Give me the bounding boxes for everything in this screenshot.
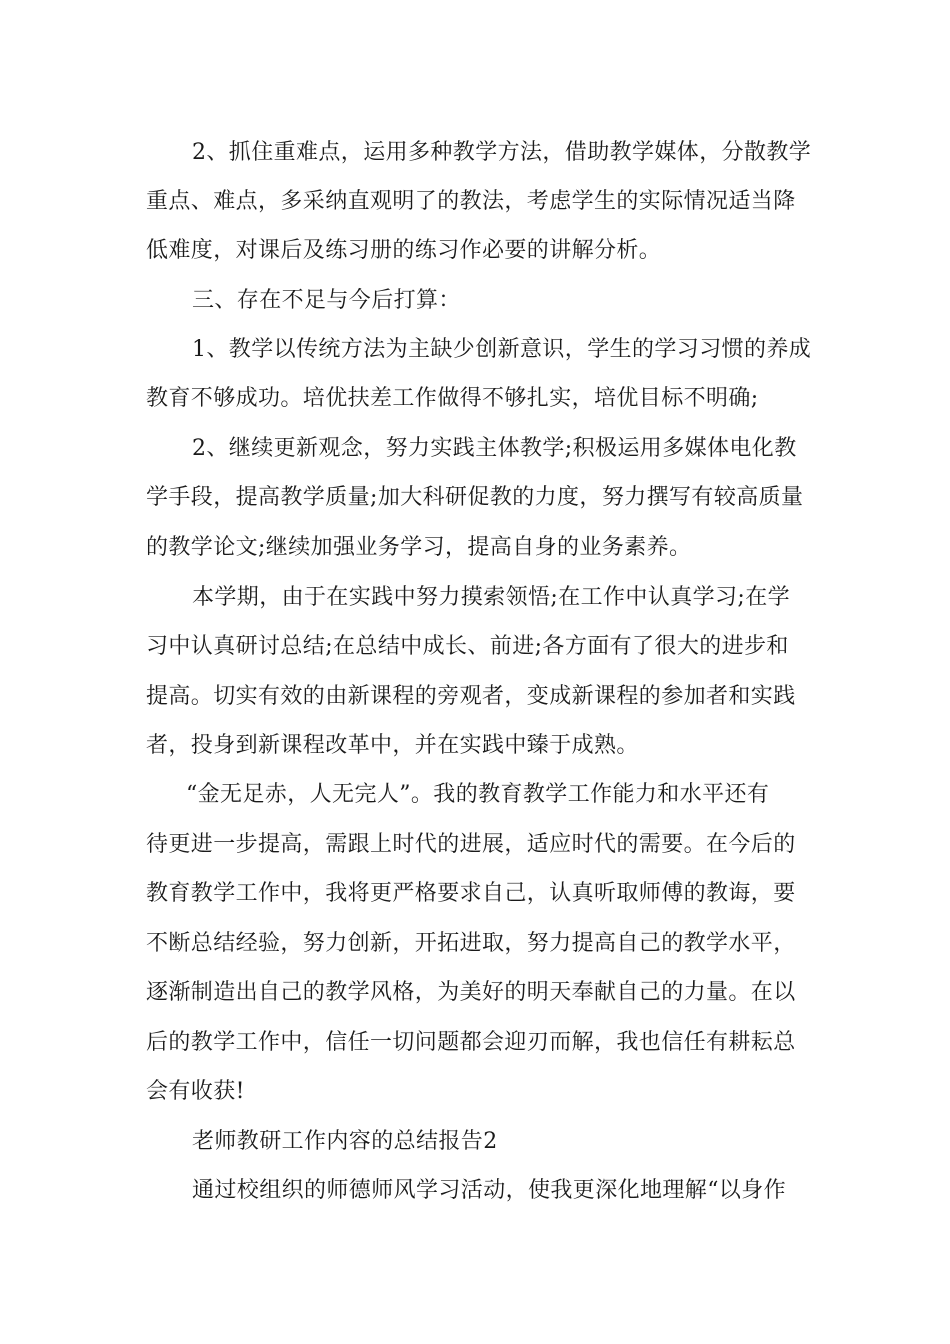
paragraph-line: 者，投身到新课程改革中，并在实践中臻于成熟。 [146, 733, 639, 758]
paragraph-line: 待更进一步提高，需跟上时代的进展，适应时代的需要。在今后的 [146, 832, 796, 857]
paragraph-line: 本学期，由于在实践中努力摸索领悟;在工作中认真学习;在学 [192, 585, 791, 610]
section-heading: 三、存在不足与今后打算： [192, 288, 461, 313]
report-title: 老师教研工作内容的总结报告2 [192, 1129, 498, 1154]
paragraph-line: 提高。切实有效的由新课程的旁观者，变成新课程的参加者和实践 [146, 684, 796, 709]
paragraph-line: 教育教学工作中，我将更严格要求自己，认真听取师傅的教诲，要 [146, 881, 796, 906]
paragraph-line: “金无足赤，人无完人”。我的教育教学工作能力和水平还有 [186, 782, 770, 807]
paragraph-line: 教育不够成功。培优扶差工作做得不够扎实，培优目标不明确; [146, 386, 759, 411]
paragraph-line: 会有收获! [146, 1079, 245, 1104]
paragraph-line: 的教学论文;继续加强业务学习，提高自身的业务素养。 [146, 535, 692, 560]
paragraph-line: 不断总结经验，努力创新，开拓进取，努力提高自己的教学水平， [146, 931, 796, 956]
paragraph-line: 后的教学工作中，信任一切问题都会迎刃而解，我也信任有耕耘总 [146, 1030, 796, 1055]
paragraph-line: 学手段，提高教学质量;加大科研促教的力度，努力撰写有较高质量 [146, 485, 804, 510]
paragraph-line: 低难度，对课后及练习册的练习作必要的讲解分析。 [146, 238, 662, 263]
paragraph-line: 重点、难点，多采纳直观明了的教法，考虑学生的实际情况适当降 [146, 189, 796, 214]
paragraph-line: 通过校组织的师德师风学习活动，使我更深化地理解“以身作 [192, 1178, 787, 1203]
paragraph-line: 习中认真研讨总结;在总结中成长、前进;各方面有了很大的进步和 [146, 634, 789, 659]
paragraph-line: 1、教学以传统方法为主缺少创新意识，学生的学习习惯的养成 [192, 337, 812, 362]
paragraph-line: 2、继续更新观念，努力实践主体教学;积极运用多媒体电化教 [192, 436, 797, 461]
paragraph-line: 逐渐制造出自己的教学风格，为美好的明天奉献自己的力量。在以 [146, 980, 796, 1005]
paragraph-line: 2、抓住重难点，运用多种教学方法，借助教学媒体，分散教学 [192, 140, 812, 165]
